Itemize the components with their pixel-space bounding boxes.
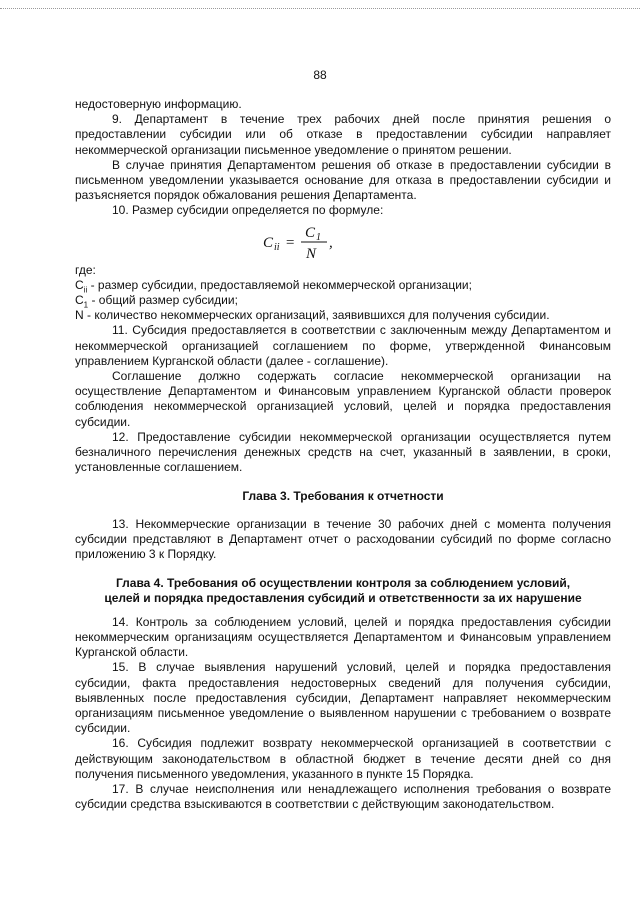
where-label: где: (75, 262, 96, 277)
top-paragraphs (75, 97, 611, 219)
formula-denominator: N (306, 245, 317, 262)
paragraph-p11b: Соглашение должно содержать согласие некоммерческой организации на осуществление Департаментом и Финансовым управлением Курганской области проверок соблюдения некоммерческой организацией условий, целей и порядка предоставления субсидии. (75, 369, 611, 429)
paragraph-p9b: В случае принятия Департаментом решения об отказе в предоставлении субсидии в письменном уведомлении указывается основание для отказа в предоставлении субсидии и разъясняется порядок обжалования решения Департамента. (75, 157, 611, 203)
legend-symbol-sub: ii (83, 285, 88, 295)
formula-trailing-comma: , (329, 234, 333, 251)
legend-item (75, 293, 611, 308)
legend-text: - общий размер субсидии; (88, 293, 238, 308)
middle-paragraphs (75, 323, 611, 475)
paragraph-p12: 12. Предоставление субсидии некоммерческой организации осуществляется путем безналичного перечисления денежных средств на счет, указанный в заявлении, в сроки, установленные соглашением. (75, 429, 611, 475)
paragraph-p13: 13. Некоммерческие организации в течение 30 рабочих дней с момента получения субсидии представляют в Департамент отчет о расходовании субсидий по форме согласно приложению 3 к Порядку. (75, 516, 611, 562)
paragraph-p14: 14. Контроль за соблюдением условий, целей и порядка предоставления субсидии некоммерческим организациям осуществляется Департаментом и Финансовым управлением Курганской области. (75, 614, 611, 660)
formula-graphic (261, 221, 371, 263)
paragraph-p11: 11. Субсидия предоставляется в соответствии с заключенным между Департаментом и некоммерческой организацией соглашением по форме, утвержденной Финансовым управлением Курганской области (далее - соглашение). (75, 323, 611, 368)
chapter4-title-line1: Глава 4. Требования об осуществлении контроля за соблюдением условий, (115, 576, 571, 591)
paragraph-p9: 9. Департамент в течение трех рабочих дней после принятия решения о предоставлении субсидии или об отказе в предоставлении субсидии направляет некоммерческой организации письменное уведомление о принятом решении. (75, 112, 611, 157)
chapter3-title: Глава 3. Требования к отчетности (242, 489, 444, 504)
legend-symbol-sub: 1 (83, 300, 89, 310)
formula-lhs-letter: C (263, 234, 274, 251)
chapter4-title-line2: целей и порядка предоставления субсидий и ответственности за их нарушение (104, 591, 582, 606)
chapter3-paragraphs (75, 517, 611, 563)
document-body (75, 97, 611, 812)
subsidy-formula (75, 221, 611, 263)
scan-edge-line (0, 8, 640, 9)
paragraph-p16: 16. Субсидия подлежит возврату некоммерческой организацией в соответствии с действующим законодательством в областной бюджет в течение десяти дней со дня получения письменного уведомления, указанного в пункте 15 Порядка. (75, 736, 611, 781)
legend-text: - размер субсидии, предоставляемой некоммерческой организации; (87, 277, 472, 292)
paragraph-p10: 10. Размер субсидии определяется по формуле: (112, 203, 384, 218)
paragraph-p15: 15. В случае выявления нарушений условий, целей и порядка предоставления субсидии, факта предоставления недостоверных сведений для получения субсидии, выявленных после предоставления субсидии, Департамент направляет некоммерческим организациям письменное уведомление о выявленном нарушении с требованием о возврате субсидии. (75, 660, 611, 736)
legend-n: N - количество некоммерческих организаций, заявившихся для получения субсидии. (75, 308, 550, 323)
legend-item (75, 278, 611, 293)
paragraph-p17: 17. В случае неисполнения или ненадлежащего исполнения требования о возврате субсидии средства взыскиваются в соответствии с действующим законодательством. (75, 781, 611, 812)
formula-legend (75, 278, 611, 308)
paragraph-p0: недостоверную информацию. (75, 97, 242, 111)
formula-num-letter: C (305, 224, 316, 241)
formula-equals: = (285, 234, 296, 251)
page-number: 88 (313, 68, 327, 82)
chapter4-paragraphs (75, 615, 611, 813)
chapter4-title (75, 576, 611, 606)
formula-lhs-sub: ii (274, 241, 280, 253)
legend-symbol: C (75, 293, 84, 308)
formula-num-sub: 1 (316, 231, 321, 243)
legend-symbol: C (75, 277, 84, 292)
